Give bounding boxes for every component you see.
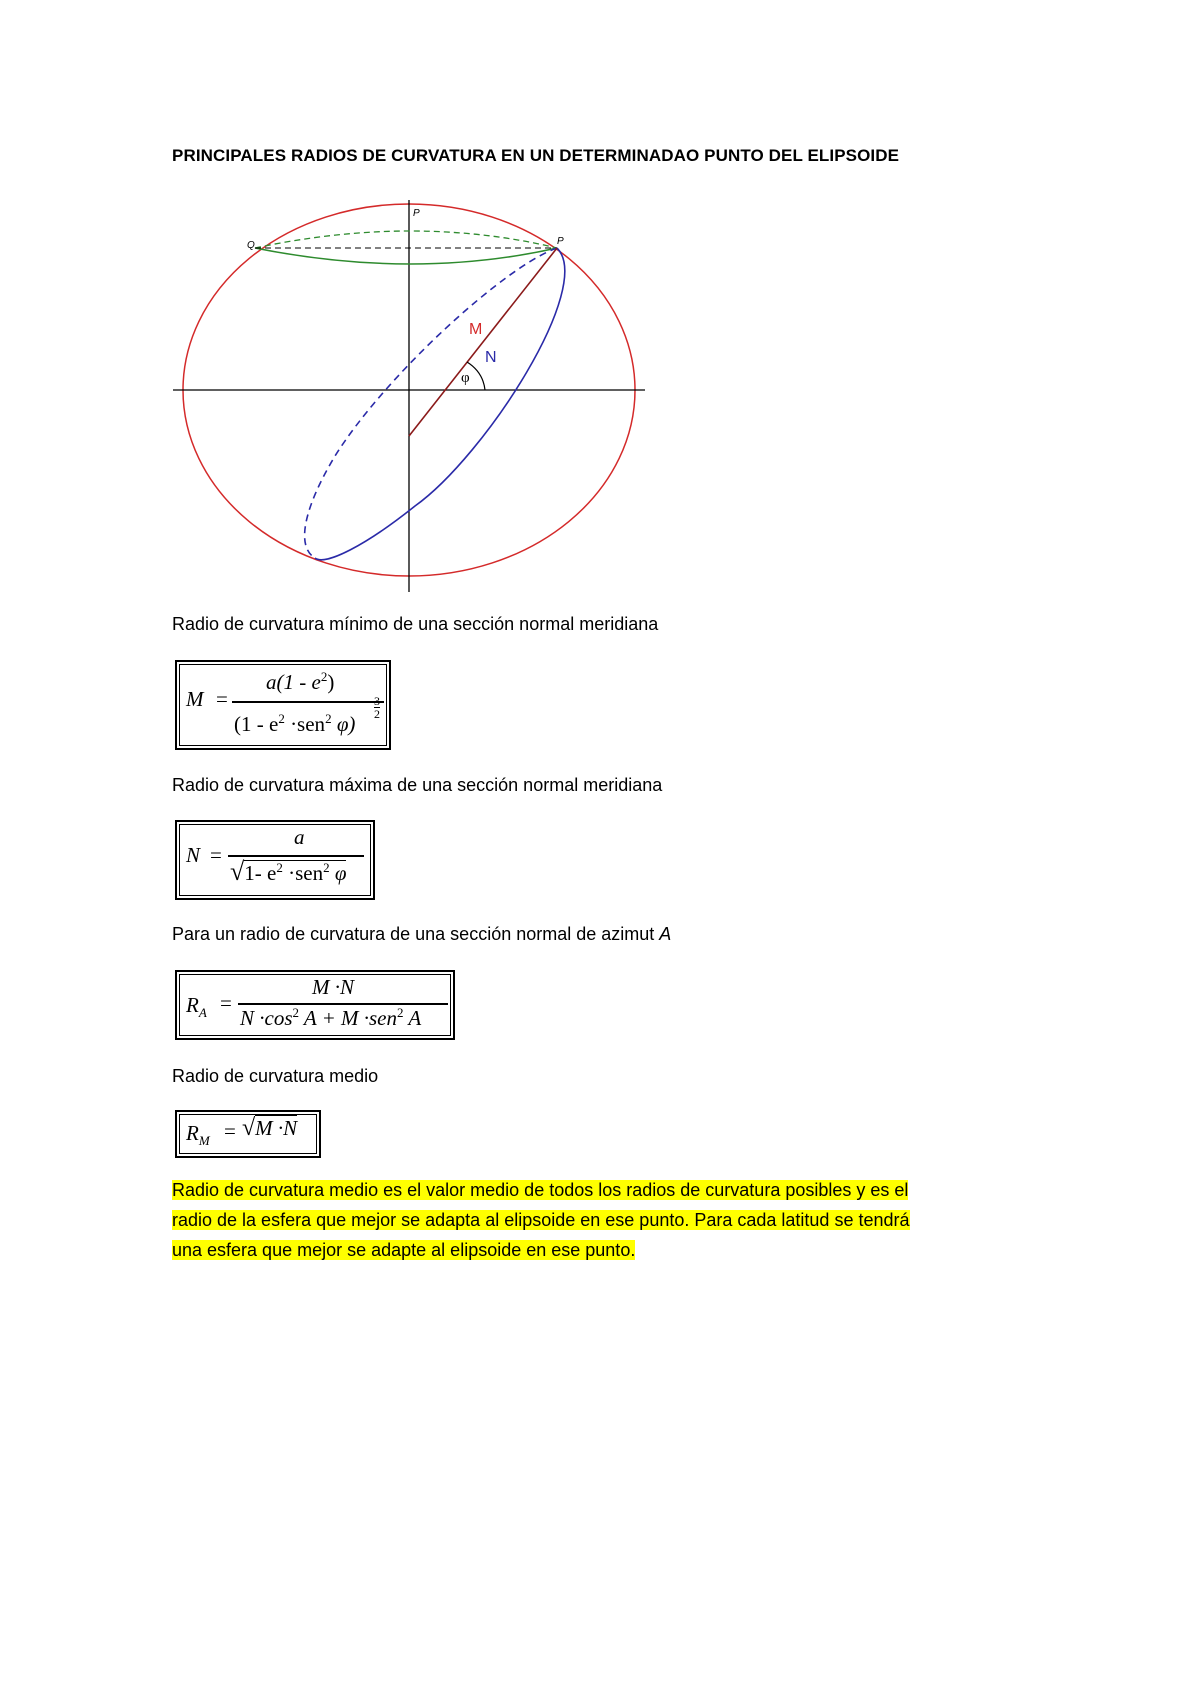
highlight-line-1: Radio de curvatura medio es el valor medio de todos los radios de curvatura posibles y es el [172,1180,909,1200]
formula-rm-eq: = [224,1119,236,1143]
normal-section-back [305,248,557,558]
highlighted-paragraph [172,1175,1032,1265]
parallel-back [255,231,557,248]
formula-n-eq: = [210,843,222,867]
page-title: PRINCIPALES RADIOS DE CURVATURA EN UN DETERMINADAO PUNTO DEL ELIPSOIDE [172,146,900,165]
formula-ra-numerator: M ·N [312,975,354,999]
phi-label: φ [461,370,470,386]
point-q-label: Q [247,240,255,251]
formula-n-numerator: a [294,825,305,849]
formula-n [175,820,375,900]
formula-ra-eq: = [220,991,232,1015]
m-label: M [469,321,483,338]
formula-m-numerator: $a(1 - e^2)$ [266,669,335,694]
section-label-max-radius: Radio de curvatura máxima de una sección normal meridiana [172,775,663,795]
formula-rm-radical: √M ·N [242,1115,298,1141]
formula-rm [175,1110,321,1158]
formula-m [175,660,391,750]
section-label-mean-radius: Radio de curvatura medio [172,1066,379,1086]
n-label: N [485,349,497,366]
formula-ra-denominator: $N \cdot\cos^2$ A + M ·sen$^2$ A [240,1005,422,1030]
formula-m-eq: = [216,687,228,711]
highlight-line-3: una esfera que mejor se adapte al elipsoide en ese punto. [172,1240,636,1260]
formula-ra-lhs: $R_A$ [186,993,207,1021]
formula-ra [175,970,455,1040]
formula-rm-lhs: $R_M$ [186,1121,210,1149]
phi-arc [467,362,485,390]
formula-m-lhs: M [186,687,204,711]
formula-n-denominator: √1- $e^2 \cdot sen^2$ φ [230,857,347,886]
parallel-front [255,248,557,264]
section-label-azimuth-radius: Para un radio de curvatura de una sección normal de azimut A [172,924,672,944]
pole-label: P [413,208,420,219]
section-label-min-radius: Radio de curvatura mínimo de una sección normal meridiana [172,614,659,634]
ellipsoid-diagram [165,196,645,596]
highlight-line-2: radio de la esfera que mejor se adapta al elipsoide en ese punto. Para cada latitud se tendrá [172,1210,910,1230]
formula-n-lhs: N [186,843,201,867]
normal-section-front [315,248,565,560]
formula-m-denominator: ($1 - e^2 \cdot sen^2$ φ) [234,711,356,736]
point-p-label: P [557,236,564,247]
formula-m-power: 3 2 [374,694,380,721]
